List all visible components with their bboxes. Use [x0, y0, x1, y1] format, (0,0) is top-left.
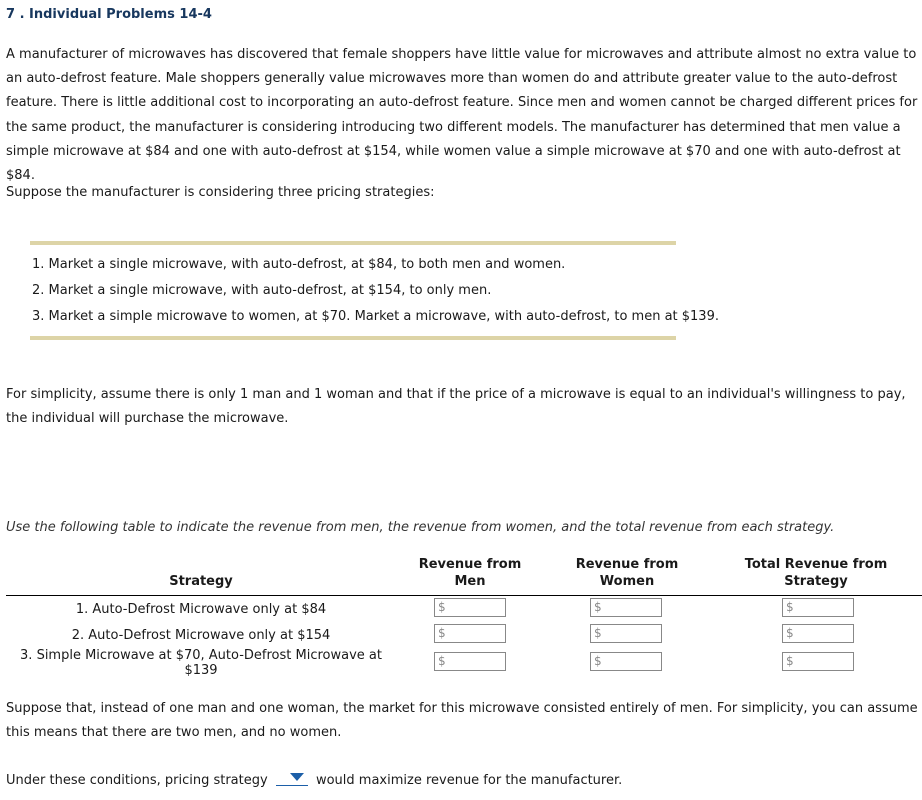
header-strategy-spacer — [6, 552, 396, 572]
header-women-line2: Women — [544, 572, 710, 596]
conclusion-sentence — [6, 769, 918, 793]
strategies-bottom-border — [30, 336, 676, 340]
header-total-line2: Strategy — [710, 572, 922, 596]
dollar-sign: $ — [594, 653, 602, 668]
table-row — [6, 596, 922, 623]
header-men-line2: Men — [396, 572, 544, 596]
assumption-paragraph: For simplicity, assume there is only 1 man and 1 woman and that if the price of a microwave is equal to an individual's willingness to pay, the individual will purchase the microwave. — [6, 387, 906, 427]
total-revenue-input[interactable] — [782, 624, 854, 643]
revenue-women-input[interactable] — [590, 624, 662, 643]
strategies-top-border — [30, 241, 676, 245]
header-total-line1: Total Revenue from — [744, 557, 888, 572]
dollar-sign: $ — [594, 625, 602, 640]
header-men-line1: Revenue from — [418, 557, 522, 572]
table-row — [6, 622, 922, 648]
dollar-sign: $ — [786, 653, 794, 668]
conclusion-before: Under these conditions, pricing strategy — [6, 773, 268, 788]
conclusion-after: would maximize revenue for the manufacturer. — [315, 773, 623, 788]
strategies-intro: Suppose the manufacturer is considering three pricing strategies: — [6, 185, 435, 200]
page-title: 7 . Individual Problems 14-4 — [6, 7, 212, 22]
dollar-sign: $ — [438, 599, 446, 614]
intro-paragraph: A manufacturer of microwaves has discovered that female shoppers have little value for microwaves and attribute almost no extra value to an auto-defrost feature. Male shoppers generally value microwaves more than women do and attribute greater value to the auto-defrost feature. There is little additional cost to incorporating an auto-defrost feature. Since men and women cannot be charged different prices for the same product, the manufacturer is considering introducing two different models. The manufacturer has determined that men value a simple microwave at $84 and one with auto-defrost at $154, while women value a simple microwave at $70 and one with auto-defrost at $84. — [6, 47, 918, 184]
dollar-sign: $ — [786, 599, 794, 614]
revenue-table — [6, 552, 922, 678]
header-women-line1: Revenue from — [575, 557, 679, 572]
revenue-men-input[interactable] — [434, 624, 506, 643]
dollar-sign: $ — [438, 625, 446, 640]
men-only-paragraph: Suppose that, instead of one man and one woman, the market for this microwave consisted entirely of men. For simplicity, you can assume this means that there are two men, and no women. — [6, 701, 918, 741]
dollar-sign: $ — [594, 599, 602, 614]
strategy-name: 2. Auto-Defrost Microwave only at $154 — [71, 627, 331, 643]
table-row — [6, 648, 922, 678]
total-revenue-input[interactable] — [782, 598, 854, 617]
strategy-item: 1. Market a single microwave, with auto-defrost, at $84, to both men and women. — [32, 257, 566, 272]
revenue-men-input[interactable] — [434, 652, 506, 671]
strategy-dropdown[interactable] — [276, 771, 308, 786]
strategy-list — [30, 252, 719, 330]
strategy-item: 2. Market a single microwave, with auto-defrost, at $154, to only men. — [32, 283, 492, 298]
total-revenue-input[interactable] — [782, 652, 854, 671]
revenue-women-input[interactable] — [590, 652, 662, 671]
strategy-name: 1. Auto-Defrost Microwave only at $84 — [75, 601, 327, 617]
revenue-men-input[interactable] — [434, 598, 506, 617]
header-strategy: Strategy — [6, 572, 396, 596]
table-instruction: Use the following table to indicate the revenue from men, the revenue from women, and the total revenue from each strategy. — [6, 520, 835, 535]
strategy-name: 3. Simple Microwave at $70, Auto-Defrost Microwave at $139 — [20, 648, 382, 678]
chevron-down-icon — [290, 773, 304, 781]
revenue-women-input[interactable] — [590, 598, 662, 617]
strategy-item: 3. Market a simple microwave to women, at $70. Market a microwave, with auto-defrost, to men at $139. — [32, 309, 719, 324]
dollar-sign: $ — [786, 625, 794, 640]
dollar-sign: $ — [438, 653, 446, 668]
